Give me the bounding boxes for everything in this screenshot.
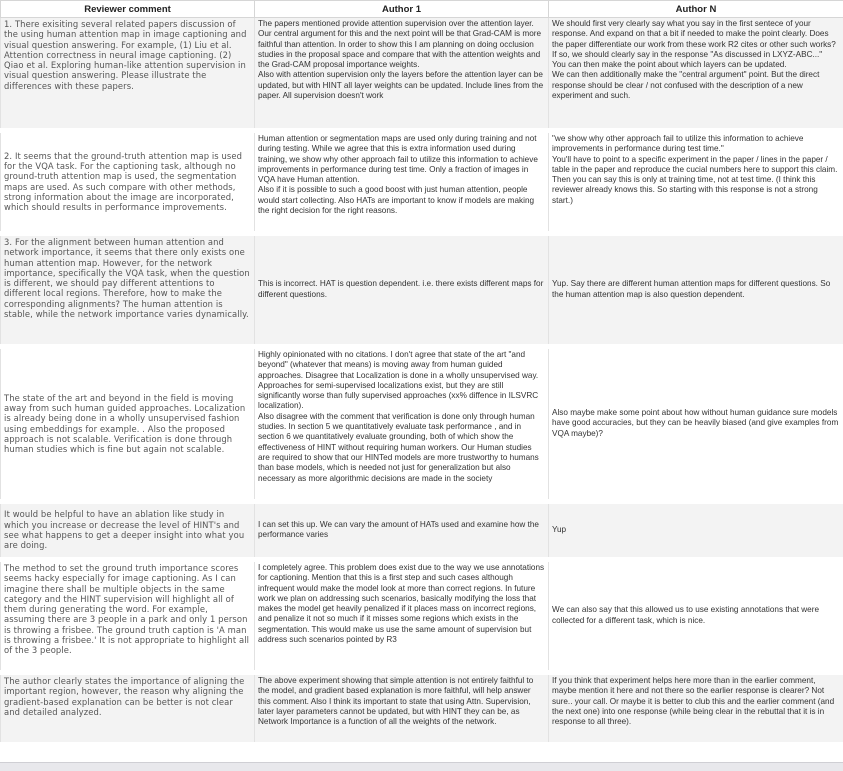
table-row xyxy=(1,234,843,347)
author-1-text: The papers mentioned provide attention supervision over the attention layer. Our central argument for this and the next point will be that Grad-CAM is more faithful than attention. In order to show this I am planning on doing occlusion studies in the proposal space and compare that with the attention weights and the Grad-CAM proposal importance weights. Also with attention supervision only the layers before the attention layer can be updated, but with HINT all layer weights can be updated. Include lines from the paper. All supervision doesn't work xyxy=(258,19,545,101)
author-n-cell xyxy=(549,18,843,131)
header-reviewer-comment: Reviewer comment xyxy=(1,1,255,18)
author-n-cell xyxy=(549,131,843,234)
reviewer-comment-text: The state of the art and beyond in the field is moving away from such human guided approaches. Localization is already being done in a wholly unsupervised fashion using embeddings for example. . Also the proposed approach is not scalable. Verification is done through human studies which is fine but again not scalable. xyxy=(4,393,251,455)
author-1-cell xyxy=(255,673,549,745)
author-n-cell xyxy=(549,234,843,347)
reviewer-comment-text: 1. There exisiting several related papers discussion of the using human attention map in image captioning and visual question answering. For example, (1) Liu et al. Attention correctness in neural image captioning. (2) Qiao et al. Exploring human-like attention supervision in visual question answering. Please illustrate the differences with these papers. xyxy=(4,19,251,91)
header-row xyxy=(1,1,843,18)
reviewer-comment-cell xyxy=(1,131,255,234)
author-1-cell xyxy=(255,502,549,560)
author-1-cell xyxy=(255,131,549,234)
author-1-text: I completely agree. This problem does exist due to the way we use annotations for captioning. Mention that this is a first step and such cases although infrequent would make the model look at more than correct regions. In future work we plan on addressing such scenarios, basically modifying the loss that makes the model get heavily penalized if it places mass on incorrect regions, and penalize it not so much if it misses some regions which exists in the segmentation. This would make us use the same amount of supervision but address such scenarios pointed by R3 xyxy=(258,563,545,645)
author-n-text: "we show why other approach fail to utilize this information to achieve improvements in performance during test time." You'll have to point to a specific experiment in the paper / lines in the paper / table in the paper and reproduce the cucial numbers here to support this claim. Then you can say this is only at training time, not at test time. (I think this reviewer already knows this. So starting with this response is not a strong start.) xyxy=(552,134,840,206)
author-n-text: We can also say that this allowed us to use existing annotations that were collected for a different task, which is nice. xyxy=(552,605,840,626)
table-row xyxy=(1,673,843,745)
author-n-text: If you think that experiment helps here more than in the earlier comment, maybe mention it here and not there so the earlier response is clearer? Not sure.. your call. Or maybe it is better to club this and the earlier comment (and the next one) into one response (while being clear in the rebuttal that it is in response to all three). xyxy=(552,676,840,727)
author-1-text: Highly opinionated with no citations. I don't agree that state of the art "and beyond" (whatever that means) is moving away from human guided approaches. Disagree that Localization is done in a wholly unsupervised way. Approaches for semi-supervised localizations exist, but they are still significantly worse than fully supervised approaches (xx% diffence in ILSVRC localization). Also disagree with the comment that verification is done only through human studies. In section 5 we quantitatively evaluate task performance , and in section 6 we quantitatively evaluate grounding, both of which show the effectiveness of HINT without requiring human workers. Our Human studies are required to show that our HINTed models are more trustworthy to humans than base models, which is needed not just for generalization but also necessary as more algorithmic decisions are made in the society xyxy=(258,350,545,484)
reviewer-comment-cell xyxy=(1,502,255,560)
header-author-1: Author 1 xyxy=(255,1,549,18)
reviewer-comment-text: 3. For the alignment between human attention and network importance, it seems that there only exists one human attention map. However, for the network importance, specifically the VQA task, when the question is different, we should pay different attentions to different local regions. Therefore, how to make the corresponding alignments? The human attention is stable, while the network importance varies dynamically. xyxy=(4,237,251,319)
reviewer-comment-text: 2. It seems that the ground-truth attention map is used for the VQA task. For the captioning task, although no ground-truth attention map is used, the segmentation maps are used. As such compare with other methods, strong information about the image are incorporated, which should results in performance improvements. xyxy=(4,151,251,213)
table-row xyxy=(1,560,843,673)
table-row xyxy=(1,131,843,234)
table-row xyxy=(1,347,843,502)
author-1-cell xyxy=(255,560,549,673)
author-n-text: Yup. Say there are different human attention maps for different questions. So the human attention map is also question dependent. xyxy=(552,279,840,300)
reviewer-comment-cell xyxy=(1,560,255,673)
author-n-cell xyxy=(549,347,843,502)
author-1-cell xyxy=(255,18,549,131)
header-author-n: Author N xyxy=(549,1,843,18)
author-n-text: Yup xyxy=(552,525,840,535)
author-1-text: The above experiment showing that simple attention is not entirely faithful to the model, and gradient based explanation is more faithful, will help answer this comment. Also I think its important to state that using Attn. Supervision, later layer parameters cannot be updated, but with HINT they can be, as Network Importance is a function of all the weights of the network. xyxy=(258,676,545,727)
author-n-text: Also maybe make some point about how without human guidance sure models have good accuracies, but they can be heavily biased (and give examples from VQA maybe)? xyxy=(552,408,840,439)
author-n-cell xyxy=(549,502,843,560)
author-1-text: This is incorrect. HAT is question dependent. i.e. there exists different maps for different questions. xyxy=(258,279,545,300)
reviewer-comment-cell xyxy=(1,234,255,347)
author-n-text: We should first very clearly say what you say in the first sentece of your response. And expand on that a bit if needed to make the point clearly. Does the paper differentiate our work from these work R2 cites or other such works? If so, we should clearly say in the response "As discussed in LXYZ-ABC..." You can then make the point about which layers can be updated. We can then additionally make the "central argument" point. But the direct response should be clear / not confused with the description of a new experiment and such. xyxy=(552,19,840,101)
author-1-text: Human attention or segmentation maps are used only during training and not during testing. While we agree that this is extra information used during training, we show why other approach fail to utilize this information to achieve improvements in performance during test time. Only a fraction of images in VQA have Human attention. Also if it is possible to such a good boost with just human attention, people would start collecting. Also HATs are important to know if models are making the right decision for the right reasons. xyxy=(258,134,545,216)
reviewer-comment-text: It would be helpful to have an ablation like study in which you increase or decrease the level of HINT's and see what happens to get a deeper insight into what you are doing. xyxy=(4,509,251,550)
author-n-cell xyxy=(549,673,843,745)
reviewer-comment-text: The method to set the ground truth importance scores seems hacky especially for image captioning. As I can imagine there shall be multiple objects in the same category and the HINT supervision will highlight all of them during generating the word. For example, assuming there are 3 people in a park and only 1 person is throwing a frisbee. The ground truth caption is 'A man is throwing a frisbee.' It is not appropriate to highlight all of the 3 people. xyxy=(4,563,251,656)
reviewer-comment-cell xyxy=(1,18,255,131)
reviewer-comment-cell xyxy=(1,673,255,745)
table-row xyxy=(1,18,843,131)
author-1-cell xyxy=(255,347,549,502)
reviewer-comment-text: The author clearly states the importance of aligning the important region, however, the reason why aligning the gradient-based explanation can be better is not clear and detailed analyzed. xyxy=(4,676,251,717)
reviewer-comment-cell xyxy=(1,347,255,502)
author-1-text: I can set this up. We can vary the amount of HATs used and examine how the performance varies xyxy=(258,520,545,541)
table-row xyxy=(1,502,843,560)
author-n-cell xyxy=(549,560,843,673)
author-1-cell xyxy=(255,234,549,347)
